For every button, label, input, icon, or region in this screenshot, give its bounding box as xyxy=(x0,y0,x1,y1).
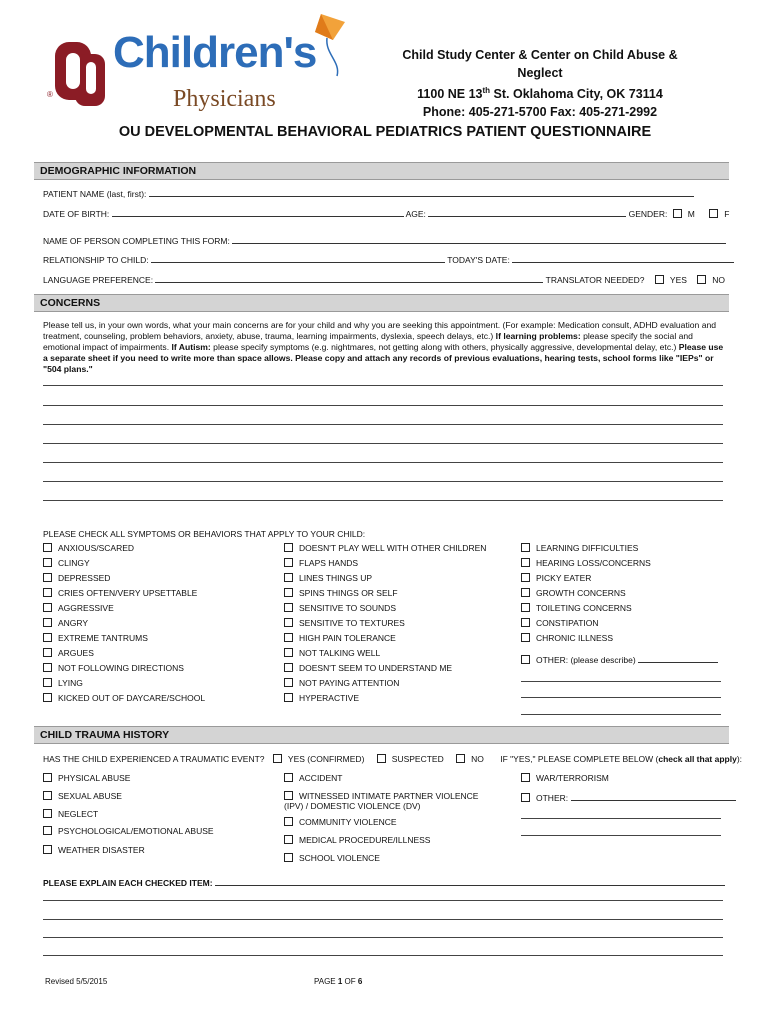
checkbox-label: NOT FOLLOWING DIRECTIONS xyxy=(58,663,184,673)
checkbox-label: KICKED OUT OF DAYCARE/SCHOOL xyxy=(58,693,206,703)
trauma-question-row xyxy=(43,754,742,764)
checkbox[interactable] xyxy=(43,558,52,567)
trauma-if-yes xyxy=(500,754,742,764)
checkbox[interactable] xyxy=(43,648,52,657)
checkbox[interactable] xyxy=(284,603,293,612)
patient-name-field[interactable] xyxy=(149,187,694,197)
checkbox-label: CHRONIC ILLNESS xyxy=(536,633,613,643)
brand-physicians: Physicians xyxy=(173,86,276,112)
trauma-no-checkbox[interactable] xyxy=(456,754,465,763)
checkbox-label: ARGUES xyxy=(58,648,94,658)
checkbox-item[interactable] xyxy=(43,603,114,613)
trauma-section-header xyxy=(34,726,729,744)
checkbox-item[interactable] xyxy=(284,773,342,783)
translator-label: TRANSLATOR NEEDED? xyxy=(545,275,645,285)
checkbox-label: SENSITIVE TO TEXTURES xyxy=(299,618,405,628)
concerns-section-header xyxy=(34,294,729,312)
checkbox[interactable] xyxy=(284,558,293,567)
symptom-other-line-1[interactable] xyxy=(521,681,721,682)
concerns-line-6[interactable] xyxy=(43,481,723,482)
checkbox[interactable] xyxy=(284,773,293,782)
patient-name-label: PATIENT NAME (last, first): xyxy=(43,189,147,199)
checkbox-item[interactable] xyxy=(43,558,90,568)
checkbox[interactable] xyxy=(43,826,52,835)
checkbox[interactable] xyxy=(521,573,530,582)
gender-label: GENDER: xyxy=(628,209,668,219)
page-title: OU DEVELOPMENTAL BEHAVIORAL PEDIATRICS PATIENT QUESTIONNAIRE xyxy=(118,124,652,140)
registered-mark: ® xyxy=(47,90,53,99)
checkbox-label: ANGRY xyxy=(58,618,89,628)
checkbox-label: FLAPS HANDS xyxy=(299,558,359,568)
checkbox[interactable] xyxy=(284,618,293,627)
page-total: 6 xyxy=(357,977,363,986)
clinic-phone: Phone: 405-271-5700 Fax: 405-271-2992 xyxy=(422,105,658,120)
checkbox[interactable] xyxy=(43,618,52,627)
concerns-bold-3: Please use a separate sheet if you need to write more than space allows. Please copy and attach any records of previous evaluations, hearing tests, school forms like "IEPs" or "504 plans." xyxy=(43,342,724,374)
checkbox-item[interactable] xyxy=(43,663,184,673)
checkbox-item[interactable] xyxy=(284,835,430,845)
checkbox[interactable] xyxy=(284,835,293,844)
checkbox-label: SEXUAL ABUSE xyxy=(58,791,122,801)
if-yes-end: ): xyxy=(736,754,743,764)
dob-label: DATE OF BIRTH: xyxy=(43,209,110,219)
checkbox[interactable] xyxy=(43,845,52,854)
trauma-war[interactable] xyxy=(521,773,609,783)
clinic-name: Child Study Center & Center on Child Abuse & Neglect xyxy=(402,48,678,80)
checkbox-item[interactable] xyxy=(43,648,94,658)
checkbox[interactable] xyxy=(521,633,530,642)
checkbox-item[interactable] xyxy=(284,618,405,628)
trauma-question: HAS THE CHILD EXPERIENCED A TRAUMATIC EVENT? xyxy=(43,754,265,764)
translator-no-label: NO xyxy=(712,275,726,285)
checkbox-label: CONSTIPATION xyxy=(536,618,599,628)
checkbox-item[interactable] xyxy=(284,791,478,801)
page-number xyxy=(314,977,362,986)
checkbox-item[interactable] xyxy=(521,603,632,613)
checkbox[interactable] xyxy=(284,543,293,552)
checkbox-label: HIGH PAIN TOLERANCE xyxy=(299,633,396,643)
age-label: AGE: xyxy=(405,209,426,219)
symptom-other-field[interactable] xyxy=(638,653,718,663)
explain-row xyxy=(43,876,725,888)
checkbox-label: PSYCHOLOGICAL/EMOTIONAL ABUSE xyxy=(58,826,214,836)
checkbox-item[interactable] xyxy=(43,845,145,855)
checkbox-label: HEARING LOSS/CONCERNS xyxy=(536,558,651,568)
checkbox[interactable] xyxy=(284,633,293,642)
section-title: CHILD TRAUMA HISTORY xyxy=(40,729,170,741)
translator-no-checkbox[interactable] xyxy=(697,275,706,284)
street-number: 1100 NE 13 xyxy=(417,87,483,102)
explain-line-4[interactable] xyxy=(43,955,723,956)
checkbox[interactable] xyxy=(43,678,52,687)
concerns-instructions xyxy=(43,320,725,375)
street-suffix: th xyxy=(482,86,491,95)
checkbox[interactable] xyxy=(284,817,293,826)
person-completing-label: NAME OF PERSON COMPLETING THIS FORM: xyxy=(43,236,230,246)
patient-name-row xyxy=(43,187,725,199)
relationship-label: RELATIONSHIP TO CHILD: xyxy=(43,255,149,265)
trauma-other-field[interactable] xyxy=(571,791,736,801)
gender-m-checkbox[interactable] xyxy=(673,209,682,218)
explain-field[interactable] xyxy=(215,876,725,886)
trauma-other-line-2[interactable] xyxy=(521,835,721,836)
checkbox-label: LYING xyxy=(58,678,83,688)
trauma-suspected-label: SUSPECTED xyxy=(391,754,444,764)
checkbox-item[interactable] xyxy=(43,573,110,583)
dob-field[interactable] xyxy=(112,207,404,217)
age-field[interactable] xyxy=(428,207,626,217)
checkbox-label: DOESN'T PLAY WELL WITH OTHER CHILDREN xyxy=(299,543,487,553)
checkbox-label: TOILETING CONCERNS xyxy=(536,603,632,613)
checkbox-item[interactable] xyxy=(521,588,626,598)
checkbox[interactable] xyxy=(521,543,530,552)
checkbox[interactable] xyxy=(43,633,52,642)
checkbox[interactable] xyxy=(521,558,530,567)
checkbox-label: SENSITIVE TO SOUNDS xyxy=(299,603,396,613)
concerns-line-4[interactable] xyxy=(43,443,723,444)
checkbox[interactable] xyxy=(43,791,52,800)
relationship-row xyxy=(43,253,734,265)
checkbox-label: GROWTH CONCERNS xyxy=(536,588,626,598)
checkbox[interactable] xyxy=(43,693,52,702)
concerns-bold-1: If learning problems: xyxy=(493,331,581,341)
checkbox-item[interactable] xyxy=(43,543,134,553)
checkbox-item[interactable] xyxy=(43,618,88,628)
checkbox-item[interactable] xyxy=(43,678,83,688)
checkbox-label: DEPRESSED xyxy=(58,573,111,583)
concerns-line-3[interactable] xyxy=(43,424,723,425)
revised-date: Revised 5/5/2015 xyxy=(45,977,108,986)
checkbox[interactable] xyxy=(284,663,293,672)
checkbox-label: AGGRESSIVE xyxy=(58,603,114,613)
trauma-suspected-checkbox[interactable] xyxy=(377,754,386,763)
checkbox[interactable] xyxy=(43,588,52,597)
language-label: LANGUAGE PREFERENCE: xyxy=(43,275,154,285)
symptom-other[interactable] xyxy=(521,653,718,665)
page-label: PAGE xyxy=(314,977,338,986)
trauma-yes-checkbox[interactable] xyxy=(273,754,282,763)
todays-date-field[interactable] xyxy=(512,253,734,263)
translator-yes-checkbox[interactable] xyxy=(655,275,664,284)
checkbox-item[interactable] xyxy=(521,558,651,568)
todays-date-label: TODAY'S DATE: xyxy=(447,255,510,265)
explain-label: PLEASE EXPLAIN EACH CHECKED ITEM: xyxy=(43,878,213,888)
gender-f-checkbox[interactable] xyxy=(709,209,718,218)
trauma-other-label: OTHER: xyxy=(536,793,569,803)
checkbox-label: NOT TALKING WELL xyxy=(299,648,381,658)
checkbox[interactable] xyxy=(284,588,293,597)
trauma-other[interactable] xyxy=(521,791,736,803)
gender-f-label: F xyxy=(724,209,730,219)
checkbox-label: SPINS THINGS OR SELF xyxy=(299,588,398,598)
checkbox-item[interactable] xyxy=(284,603,396,613)
check-all-text: check all that apply xyxy=(658,754,737,764)
checkbox-item[interactable] xyxy=(521,633,613,643)
checkbox-item[interactable] xyxy=(521,618,599,628)
checkbox-label: LEARNING DIFFICULTIES xyxy=(536,543,639,553)
concerns-text-2: please specify the social and emotional impact of impairments. xyxy=(43,331,693,352)
checkbox-label: WEATHER DISASTER xyxy=(58,845,145,855)
checkbox-label: WITNESSED INTIMATE PARTNER VIOLENCE xyxy=(299,791,479,801)
translator-yes-label: YES xyxy=(669,275,687,285)
concerns-line-5[interactable] xyxy=(43,462,723,463)
checkbox[interactable] xyxy=(284,693,293,702)
explain-line-2[interactable] xyxy=(43,919,723,920)
concerns-line-1[interactable] xyxy=(43,385,723,386)
checkbox-label: MEDICAL PROCEDURE/ILLNESS xyxy=(299,835,431,845)
section-title: DEMOGRAPHIC INFORMATION xyxy=(40,165,197,177)
logo xyxy=(45,14,365,118)
checkbox-item[interactable] xyxy=(43,791,122,801)
checkbox-item[interactable] xyxy=(284,633,396,643)
trauma-col2-sub: (IPV) / DOMESTIC VIOLENCE (DV) xyxy=(284,801,421,811)
trauma-other-line-1[interactable] xyxy=(521,818,721,819)
kite-icon xyxy=(315,14,345,76)
checkbox-label: CLINGY xyxy=(58,558,90,568)
checkbox[interactable] xyxy=(43,773,52,782)
checkbox[interactable] xyxy=(521,603,530,612)
concerns-line-7[interactable] xyxy=(43,500,723,501)
checkbox-item[interactable] xyxy=(43,773,130,783)
checkbox-item[interactable] xyxy=(284,678,399,688)
checkbox[interactable] xyxy=(43,603,52,612)
checkbox-item[interactable] xyxy=(284,853,380,863)
trauma-yes-label: YES (CONFIRMED) xyxy=(287,754,365,764)
demographic-section-header xyxy=(34,162,729,180)
concerns-bold-2: If Autism: xyxy=(169,342,211,352)
checkbox-item[interactable] xyxy=(43,826,214,836)
explain-line-3[interactable] xyxy=(43,937,723,938)
checkbox-item[interactable] xyxy=(284,588,398,598)
street-city: St. Oklahoma City, OK 73114 xyxy=(490,87,663,102)
trauma-no-label: NO xyxy=(471,754,484,764)
checkbox-item[interactable] xyxy=(284,663,452,673)
checkbox-item[interactable] xyxy=(43,809,98,819)
checkbox-item[interactable] xyxy=(284,648,380,658)
dob-row xyxy=(43,207,730,219)
checkbox[interactable] xyxy=(284,791,293,800)
if-yes-text: IF "YES," PLEASE COMPLETE BELOW ( xyxy=(500,754,659,764)
checkbox[interactable] xyxy=(43,573,52,582)
checkbox-item[interactable] xyxy=(284,693,359,703)
page-current: 1 xyxy=(337,977,343,986)
checkbox-item[interactable] xyxy=(284,543,486,553)
concerns-line-2[interactable] xyxy=(43,405,723,406)
checkbox-label: COMMUNITY VIOLENCE xyxy=(299,817,397,827)
relationship-field[interactable] xyxy=(151,253,445,263)
gender-m-label: M xyxy=(687,209,695,219)
clinic-address-block xyxy=(385,46,695,121)
checkbox-item[interactable] xyxy=(284,573,372,583)
checkbox-label: EXTREME TANTRUMS xyxy=(58,633,148,643)
checkbox-item[interactable] xyxy=(284,558,358,568)
checkbox[interactable] xyxy=(284,648,293,657)
checkbox[interactable] xyxy=(43,663,52,672)
language-row xyxy=(43,273,725,285)
symptom-other-label: OTHER: (please describe) xyxy=(536,655,636,665)
checkbox-item[interactable] xyxy=(284,817,397,827)
checkbox-item[interactable] xyxy=(521,573,591,583)
checkbox-label: PHYSICAL ABUSE xyxy=(58,773,131,783)
checkbox[interactable] xyxy=(284,678,293,687)
checkbox-label: HYPERACTIVE xyxy=(299,693,359,703)
checkbox[interactable] xyxy=(521,793,530,802)
checkbox[interactable] xyxy=(521,588,530,597)
concerns-text-1: Please tell us, in your own words, what your main concerns are for your child and why you are seeking this appointment. (For example: Medication consult, ADHD evaluation and treatment, counseling, problem behaviors, anxiety, abuse, trauma, learning impairments, dyslexia, speech delays, etc.) xyxy=(43,320,717,341)
concerns-text-3: please specify symptoms (e.g. nightmares, not getting along with others, physically aggressive, developmental delay, etc.) xyxy=(210,342,677,352)
checkbox-label: NOT PAYING ATTENTION xyxy=(299,678,400,688)
symptom-other-line-3[interactable] xyxy=(521,714,721,715)
checkbox-label: PICKY EATER xyxy=(536,573,592,583)
person-completing-field[interactable] xyxy=(232,234,726,244)
checkbox-label: ACCIDENT xyxy=(299,773,343,783)
explain-line-1[interactable] xyxy=(43,900,723,901)
page-of: OF xyxy=(342,977,358,986)
checkbox-label: ANXIOUS/SCARED xyxy=(58,543,135,553)
checkbox-label: CRIES OFTEN/VERY UPSETTABLE xyxy=(58,588,198,598)
language-field[interactable] xyxy=(155,273,543,283)
clinic-street xyxy=(385,82,695,103)
checkbox-label: SCHOOL VIOLENCE xyxy=(299,853,380,863)
checkbox-item[interactable] xyxy=(43,588,197,598)
checkbox[interactable] xyxy=(284,573,293,582)
checkbox[interactable] xyxy=(284,853,293,862)
checkbox[interactable] xyxy=(521,655,530,664)
checkbox-label: LINES THINGS UP xyxy=(299,573,373,583)
symptoms-prompt: PLEASE CHECK ALL SYMPTOMS OR BEHAVIORS THAT APPLY TO YOUR CHILD: xyxy=(43,529,366,539)
trauma-war-label: WAR/TERRORISM xyxy=(536,773,609,783)
person-completing-row xyxy=(43,234,726,246)
checkbox-label: DOESN'T SEEM TO UNDERSTAND ME xyxy=(299,663,453,673)
section-title: CONCERNS xyxy=(40,297,101,309)
checkbox[interactable] xyxy=(43,543,52,552)
checkbox[interactable] xyxy=(521,773,530,782)
symptom-other-line-2[interactable] xyxy=(521,697,721,698)
checkbox[interactable] xyxy=(521,618,530,627)
checkbox-item[interactable] xyxy=(43,693,205,703)
brand-childrens: Children's xyxy=(113,28,317,77)
checkbox-label: NEGLECT xyxy=(58,809,99,819)
checkbox-item[interactable] xyxy=(521,543,638,553)
checkbox-item[interactable] xyxy=(43,633,148,643)
checkbox[interactable] xyxy=(43,809,52,818)
